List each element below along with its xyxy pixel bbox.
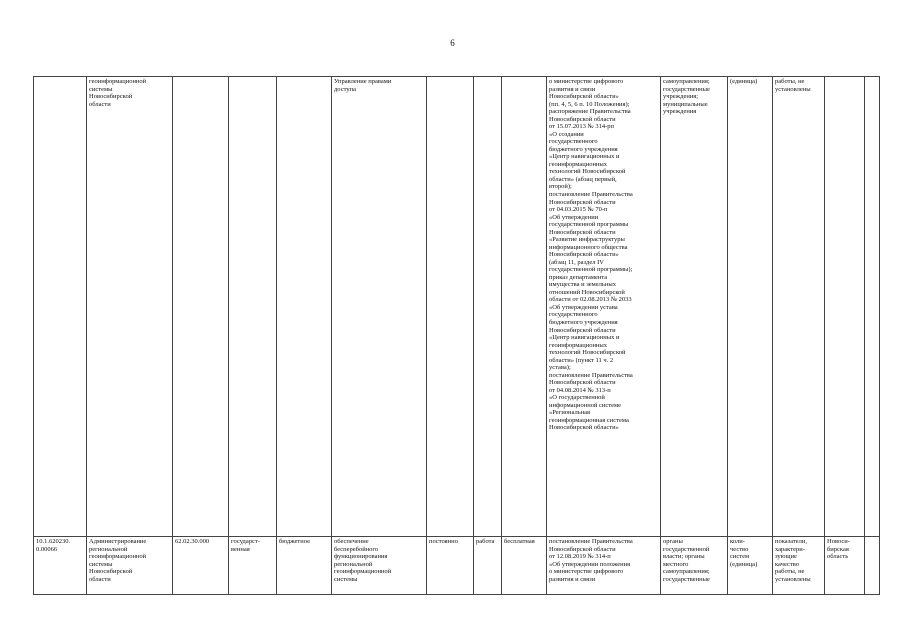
table-row [34, 537, 880, 595]
cell-indicators: показатели, характери- зующие качество работы, не установлены [773, 537, 825, 595]
cell-type [277, 77, 332, 537]
cell-category [474, 77, 502, 537]
cell-code: 10.1.620230. 0.00066 [34, 537, 87, 595]
cell-content: обеспечение бесперебойного функционирования региональной геоинформационной системы [332, 537, 427, 595]
cell-unit: коли- чество систем (единица) [728, 537, 773, 595]
cell-okved: 62.02.30.000 [173, 537, 229, 595]
cell-basis: о министерстве цифрового развития и связи Новосибирской области» (пп. 4, 5, 6 п. 10 Положения); распоряжение Правительства Новосибирской области от 15.07.2013 № 314-рп «О создании государственного бюджетного учреждения «Центр навигационных и геоинформационных технологий Новосибирской области» (абзац первый, второй); постановление Правительства Новосибирской области от 04.03.2015 № 70-п «Об утверждении государственной программы Новосибирской области «Развитие инфраструктуры информационного общества Новосибирской области» (абзац 11, раздел IV государственной программы); приказ департамента имущества и земельных отношений Новосибирской области от 02.08.2013 № 2033 «Об утверждении устава государственного бюджетного учреждения Новосибирской области «Центр навигационных и геоинформационных технологий Новосибирской области» (пункт 11 ч. 2 устава); постановление Правительства Новосибирской области от 04.08.2014 № 313-п «О государственной информационной системе «Региональная геоинформационная система Новосибирской области» [547, 77, 661, 537]
cell-okved [173, 77, 229, 537]
cell-indicators: работы, не установлены [773, 77, 825, 537]
cell-consumers: самоуправления; государственные учреждения; муниципальные учреждения [661, 77, 728, 537]
cell-consumers: органы государственной власти; органы местного самоуправления; государственные [661, 537, 728, 595]
cell-unit: (единица) [728, 77, 773, 537]
cell-form [229, 77, 277, 537]
table-row [34, 77, 880, 537]
cell-form: государст- венная [229, 537, 277, 595]
cell-extra [865, 537, 880, 595]
cell-name: Администрирование региональной геоинформационной системы Новосибирской области [87, 537, 173, 595]
cell-payment [502, 77, 547, 537]
cell-periodicity: постоянно [427, 537, 474, 595]
cell-name: геоинформационной системы Новосибирской области [87, 77, 173, 537]
cell-territory [825, 77, 865, 537]
cell-content: Управление правами доступа [332, 77, 427, 537]
cell-payment: бесплатная [502, 537, 547, 595]
cell-periodicity [427, 77, 474, 537]
cell-category: работа [474, 537, 502, 595]
cell-code [34, 77, 87, 537]
registry-table [33, 76, 880, 595]
cell-basis: постановление Правительства Новосибирской области от 12.08.2019 № 314-п «Об утверждении положения о министерстве цифрового развития и связи [547, 537, 661, 595]
cell-type: бюджетное [277, 537, 332, 595]
page-number: 6 [450, 38, 455, 48]
cell-extra [865, 77, 880, 537]
cell-territory: Новоси- бирская область [825, 537, 865, 595]
